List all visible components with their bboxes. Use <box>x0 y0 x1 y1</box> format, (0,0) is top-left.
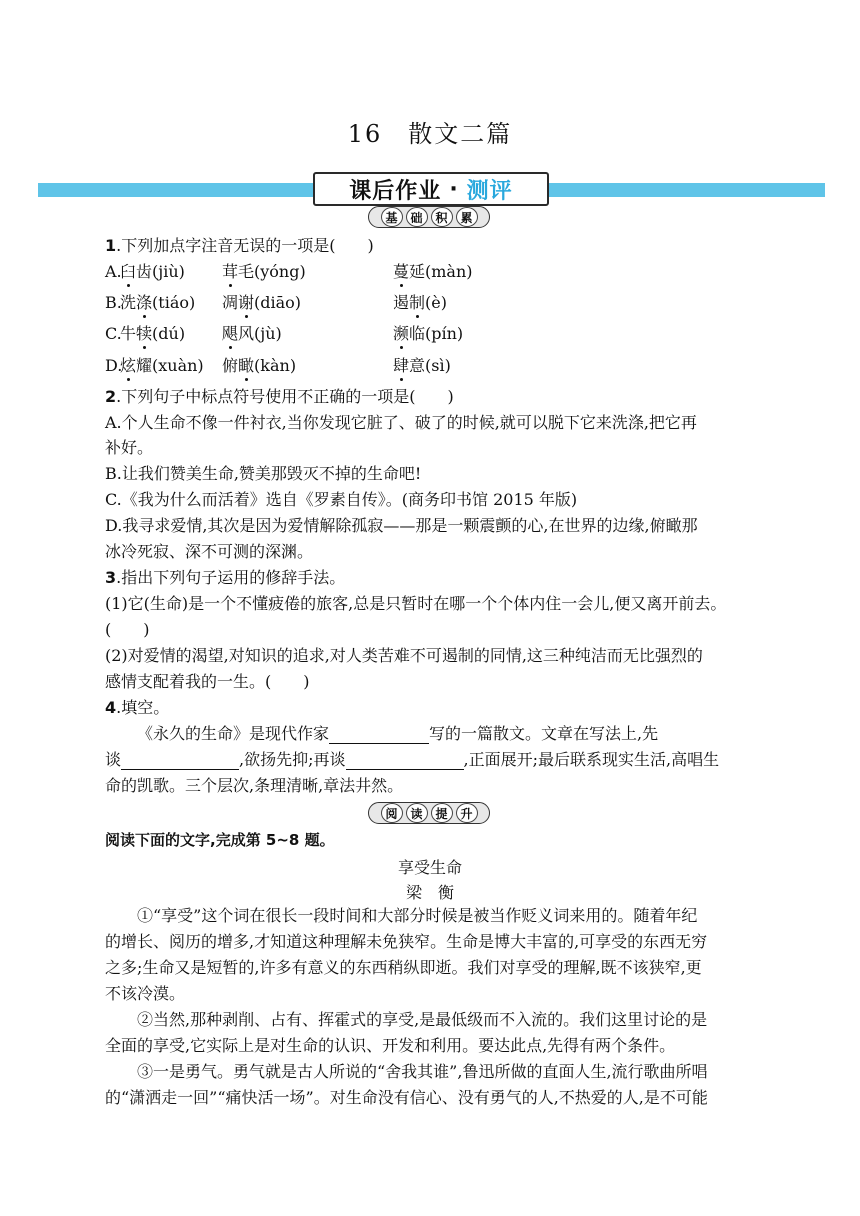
option-item <box>222 262 306 282</box>
option-rest: 毛(yóng) <box>238 262 306 281</box>
option-item <box>393 324 463 344</box>
reading-line: 的“潇洒走一回”“痛快活一场”。对生命没有信心、没有勇气的人,不热爱的人,是不可能 <box>105 1088 708 1107</box>
q4-line-3: 命的凯歌。三个层次,条理清晰,章法井然。 <box>105 776 404 795</box>
fill-blank[interactable] <box>121 753 239 770</box>
question-3-stem <box>105 568 345 588</box>
dotted-char: 蔓 <box>393 262 410 281</box>
q4-line-2: 谈 ,欲扬先抑;再谈 ,正面展开;最后联系现实生活,高唱生 <box>105 750 720 769</box>
question-number: 1 <box>105 236 117 255</box>
reading-line: 不该冷漠。 <box>105 984 186 1003</box>
option-label: D. <box>105 356 123 375</box>
option-item <box>120 262 185 282</box>
option-item <box>222 324 282 344</box>
q3-line: (2)对爱情的渴望,对知识的追求,对人类苦难不可遏制的同情,这三种纯洁而无比强烈的 <box>105 646 703 665</box>
reading-line: 之多;生命又是短暂的,许多有意义的东西稍纵即逝。我们对享受的理解,既不该狭窄,更 <box>105 958 702 977</box>
option-char: 洗 <box>120 293 137 312</box>
q2-line: 冰冷死寂、深不可测的深渊。 <box>105 542 314 561</box>
banner-left-text: 课后作业 <box>349 178 442 204</box>
section-header-basics <box>368 206 490 228</box>
option-item <box>120 324 185 344</box>
page-title: 16 散文二篇 <box>347 120 513 148</box>
question-text: .下列句子中标点符号使用不正确的一项是( ) <box>116 387 454 406</box>
question-1-stem <box>105 236 374 256</box>
q2-line: A.个人生命不像一件衬衣,当你发现它脏了、破了的时候,就可以脱下它来洗涤,把它再 <box>105 413 697 432</box>
question-number: 2 <box>105 387 117 406</box>
dotted-char: 犊 <box>136 324 153 343</box>
dotted-char: 谢 <box>238 293 255 312</box>
option-label: B. <box>105 293 122 312</box>
option-item <box>393 262 473 282</box>
section-char: 读 <box>406 803 428 823</box>
question-2-stem <box>105 387 454 407</box>
question-number: 4 <box>105 698 117 717</box>
reading-line: ①“享受”这个词在很长一段时间和大部分时候是被当作贬义词来用的。随着年纪 <box>137 906 698 925</box>
reading-line: ③一是勇气。勇气就是古人所说的“舍我其谁”,鲁迅所做的直面人生,流行歌曲所唱 <box>137 1062 708 1081</box>
option-rest: (kàn) <box>254 356 297 375</box>
dotted-char: 肆 <box>393 356 410 375</box>
option-rest: (è) <box>425 293 447 312</box>
q3-line: ( ) <box>105 620 150 639</box>
section-header-reading <box>368 802 490 824</box>
reading-line: 的增长、阅历的增多,才知道这种理解未免狭窄。生命是博大丰富的,可享受的东西无穷 <box>105 932 708 951</box>
q2-line: C.《我为什么而活着》选自《罗素自传》。(商务印书馆 2015 年版) <box>105 490 578 509</box>
section-char: 阅 <box>381 803 403 823</box>
option-rest: 意(sì) <box>409 356 451 375</box>
option-rest: 风(jù) <box>238 324 282 343</box>
q2-line: D.我寻求爱情,其次是因为爱情解除孤寂——那是一颗震颤的心,在世界的边缘,俯瞰那 <box>105 516 698 535</box>
reading-intro: 阅读下面的文字,完成第 5~8 题。 <box>105 831 335 849</box>
question-text: .填空。 <box>116 698 170 717</box>
option-item <box>120 356 204 376</box>
option-label: A. <box>105 262 122 281</box>
question-text: .下列加点字注音无误的一项是( ) <box>116 236 374 255</box>
fill-blank[interactable] <box>346 753 464 770</box>
option-item <box>393 356 451 376</box>
dotted-char: 炫 <box>120 356 137 375</box>
option-rest: 耀(xuàn) <box>136 356 204 375</box>
dotted-char: 瞰 <box>238 356 255 375</box>
dotted-char: 茸 <box>222 262 239 281</box>
option-rest: (dú) <box>152 324 186 343</box>
option-char: 俯 <box>222 356 239 375</box>
dotted-char: 涤 <box>136 293 153 312</box>
option-item <box>120 293 195 313</box>
q3-line: (1)它(生命)是一个不懂疲倦的旅客,总是只暂时在哪一个个体内住一会儿,便又离开前去。 <box>105 594 727 613</box>
q4-line-1: 《永久的生命》是现代作家 写的一篇散文。文章在写法上,先 <box>137 724 659 743</box>
section-char: 累 <box>456 207 478 227</box>
reading-line: ②当然,那种剥削、占有、挥霍式的享受,是最低级而不入流的。我们这里讨论的是 <box>137 1010 708 1029</box>
q2-line: 补好。 <box>105 438 154 457</box>
option-label: C. <box>105 324 122 343</box>
reading-line: 全面的享受,它实际上是对生命的认识、开发和利用。要达此点,先得有两个条件。 <box>105 1036 676 1055</box>
dotted-char: 濒 <box>393 324 410 343</box>
banner-label <box>313 172 549 206</box>
option-rest: 齿(jiù) <box>136 262 185 281</box>
option-char: 凋 <box>222 293 239 312</box>
q2-line: B.让我们赞美生命,赞美那毁灭不掉的生命吧! <box>105 464 422 483</box>
question-text: .指出下列句子运用的修辞手法。 <box>116 568 346 587</box>
section-char: 积 <box>431 207 453 227</box>
fill-blank[interactable] <box>329 727 429 744</box>
option-item <box>222 293 301 313</box>
dotted-char: 臼 <box>120 262 137 281</box>
banner-right-text: 测评 <box>466 178 513 204</box>
option-item <box>393 293 447 313</box>
option-item <box>222 356 296 376</box>
option-rest: (diāo) <box>254 293 302 312</box>
option-rest: 临(pín) <box>409 324 464 343</box>
section-char: 础 <box>406 207 428 227</box>
reading-title: 享受生命 <box>397 858 462 877</box>
section-char: 升 <box>456 803 478 823</box>
section-char: 基 <box>381 207 403 227</box>
question-number: 3 <box>105 568 117 587</box>
dotted-char: 飓 <box>222 324 239 343</box>
option-char: 遏 <box>393 293 410 312</box>
option-char: 牛 <box>120 324 137 343</box>
option-rest: (tiáo) <box>152 293 196 312</box>
option-rest: 延(màn) <box>409 262 473 281</box>
section-char: 提 <box>431 803 453 823</box>
question-4-stem <box>105 698 169 718</box>
dotted-char: 制 <box>409 293 426 312</box>
q3-line: 感情支配着我的一生。( ) <box>105 672 310 691</box>
banner-dot: · <box>449 176 459 202</box>
reading-author: 梁 衡 <box>405 883 454 902</box>
